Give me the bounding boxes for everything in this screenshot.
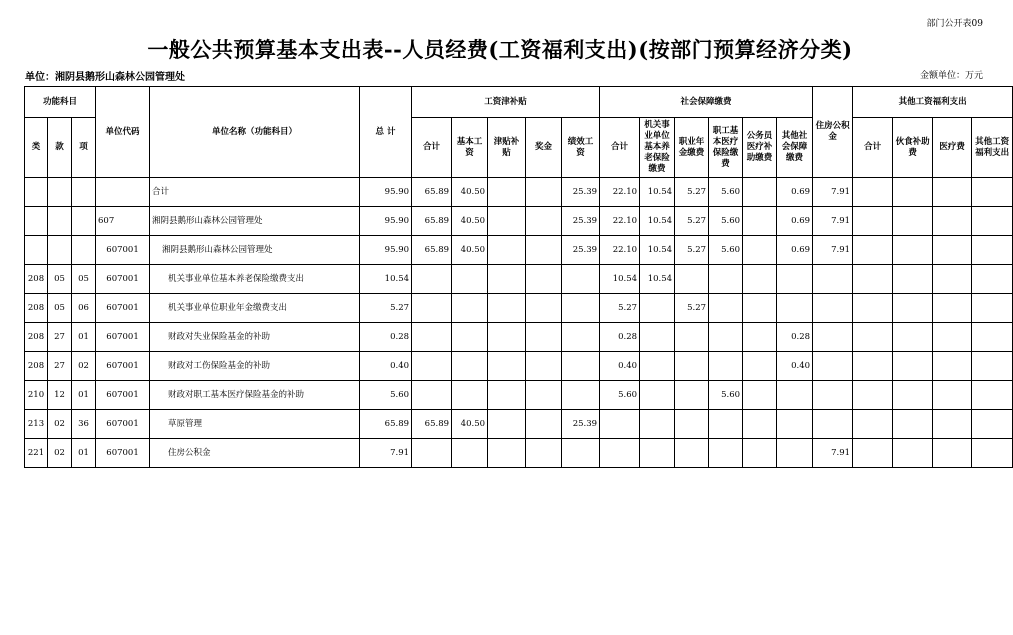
other-welfare-cell bbox=[972, 265, 1013, 294]
amount-unit-label: 金额单位：万元 bbox=[919, 71, 983, 81]
meal-allowance-cell bbox=[893, 410, 933, 439]
table-row bbox=[25, 381, 1013, 410]
kuan-cell: 27 bbox=[48, 352, 72, 381]
wage-sum-cell bbox=[412, 381, 452, 410]
other-sum-cell bbox=[853, 381, 893, 410]
unit-name-cell: 住房公积金 bbox=[150, 439, 360, 468]
civil-medical-cell bbox=[743, 236, 777, 265]
allowance-cell bbox=[488, 410, 526, 439]
meal-allowance-cell bbox=[893, 294, 933, 323]
pension-cell bbox=[640, 323, 675, 352]
total-cell: 0.40 bbox=[360, 352, 412, 381]
lei-cell bbox=[25, 236, 48, 265]
other-social-cell bbox=[777, 294, 813, 323]
total-cell: 95.90 bbox=[360, 236, 412, 265]
other-sum-cell bbox=[853, 352, 893, 381]
medical-insurance-cell bbox=[709, 410, 743, 439]
lei-cell: 208 bbox=[25, 265, 48, 294]
xiang-cell: 01 bbox=[72, 323, 96, 352]
total-cell: 65.89 bbox=[360, 410, 412, 439]
annuity-header: 职业年金缴费 bbox=[675, 118, 709, 178]
table-row bbox=[25, 265, 1013, 294]
table-row bbox=[25, 410, 1013, 439]
wage-sum-cell: 65.89 bbox=[412, 178, 452, 207]
basic-wage-cell bbox=[452, 265, 488, 294]
allowance-cell bbox=[488, 323, 526, 352]
allowance-cell bbox=[488, 265, 526, 294]
bonus-cell bbox=[526, 381, 562, 410]
civil-medical-cell bbox=[743, 381, 777, 410]
func-subject-header: 功能科目 bbox=[25, 87, 96, 118]
basic-wage-cell: 40.50 bbox=[452, 410, 488, 439]
medical-insurance-cell: 5.60 bbox=[709, 178, 743, 207]
unit-code-cell: 607001 bbox=[96, 439, 150, 468]
pension-cell bbox=[640, 439, 675, 468]
wage-group-header: 工资津补贴 bbox=[412, 87, 600, 118]
medical-fee-cell bbox=[933, 381, 972, 410]
pension-cell bbox=[640, 352, 675, 381]
pension-header: 机关事业单位基本养老保险缴费 bbox=[640, 118, 675, 178]
table-row bbox=[25, 352, 1013, 381]
table-row bbox=[25, 439, 1013, 468]
unit-code-header: 单位代码 bbox=[96, 87, 150, 178]
medical-fee-cell bbox=[933, 178, 972, 207]
bonus-cell bbox=[526, 265, 562, 294]
other-social-cell bbox=[777, 265, 813, 294]
annuity-cell bbox=[675, 381, 709, 410]
allowance-header: 津贴补贴 bbox=[488, 118, 526, 178]
pension-cell bbox=[640, 294, 675, 323]
kuan-cell bbox=[48, 178, 72, 207]
unit-name-cell: 湘阴县鹅形山森林公园管理处 bbox=[150, 236, 360, 265]
kuan-cell: 02 bbox=[48, 410, 72, 439]
meal-allowance-cell bbox=[893, 352, 933, 381]
pension-cell bbox=[640, 410, 675, 439]
civil-medical-cell bbox=[743, 410, 777, 439]
basic-wage-cell bbox=[452, 323, 488, 352]
unit-code-cell: 607001 bbox=[96, 323, 150, 352]
medical-fee-header: 医疗费 bbox=[933, 118, 972, 178]
annuity-cell: 5.27 bbox=[675, 207, 709, 236]
annuity-cell: 5.27 bbox=[675, 236, 709, 265]
basic-wage-cell: 40.50 bbox=[452, 178, 488, 207]
social-group-header: 社会保障缴费 bbox=[600, 87, 813, 118]
table-row bbox=[25, 236, 1013, 265]
housing-cell: 7.91 bbox=[813, 236, 853, 265]
kuan-cell: 12 bbox=[48, 381, 72, 410]
other-welfare-cell bbox=[972, 294, 1013, 323]
unit-name-cell: 草原管理 bbox=[150, 410, 360, 439]
kuan-cell: 05 bbox=[48, 294, 72, 323]
kuan-cell bbox=[48, 207, 72, 236]
lei-cell: 210 bbox=[25, 381, 48, 410]
allowance-cell bbox=[488, 294, 526, 323]
unit-code-cell: 607001 bbox=[96, 265, 150, 294]
lei-cell: 208 bbox=[25, 323, 48, 352]
wage-sum-cell: 65.89 bbox=[412, 207, 452, 236]
housing-cell bbox=[813, 294, 853, 323]
xiang-cell: 06 bbox=[72, 294, 96, 323]
pension-cell bbox=[640, 381, 675, 410]
social-sum-cell: 10.54 bbox=[600, 265, 640, 294]
medical-insurance-cell bbox=[709, 265, 743, 294]
unit-code-cell: 607001 bbox=[96, 381, 150, 410]
bonus-cell bbox=[526, 236, 562, 265]
xiang-header: 项 bbox=[72, 118, 96, 178]
performance-wage-cell bbox=[562, 294, 600, 323]
allowance-cell bbox=[488, 207, 526, 236]
unit-code-cell: 607001 bbox=[96, 236, 150, 265]
housing-header: 住房公积金 bbox=[813, 87, 853, 178]
performance-wage-cell bbox=[562, 323, 600, 352]
unit-code-cell bbox=[96, 178, 150, 207]
civil-medical-cell bbox=[743, 323, 777, 352]
xiang-cell: 05 bbox=[72, 265, 96, 294]
bonus-cell bbox=[526, 323, 562, 352]
xiang-cell: 36 bbox=[72, 410, 96, 439]
medical-insurance-cell: 5.60 bbox=[709, 236, 743, 265]
other-sum-header: 合计 bbox=[853, 118, 893, 178]
basic-wage-cell bbox=[452, 439, 488, 468]
total-cell: 5.60 bbox=[360, 381, 412, 410]
medical-fee-cell bbox=[933, 294, 972, 323]
xiang-cell: 02 bbox=[72, 352, 96, 381]
performance-wage-cell bbox=[562, 381, 600, 410]
other-sum-cell bbox=[853, 207, 893, 236]
performance-wage-header: 绩效工资 bbox=[562, 118, 600, 178]
medical-fee-cell bbox=[933, 439, 972, 468]
allowance-cell bbox=[488, 381, 526, 410]
medical-insurance-cell: 5.60 bbox=[709, 381, 743, 410]
basic-wage-cell bbox=[452, 381, 488, 410]
other-welfare-cell bbox=[972, 323, 1013, 352]
other-welfare-cell bbox=[972, 352, 1013, 381]
wage-sum-cell bbox=[412, 352, 452, 381]
performance-wage-cell: 25.39 bbox=[562, 410, 600, 439]
unit-name-cell: 机关事业单位职业年金缴费支出 bbox=[150, 294, 360, 323]
lei-header: 类 bbox=[25, 118, 48, 178]
housing-cell: 7.91 bbox=[813, 439, 853, 468]
housing-cell bbox=[813, 381, 853, 410]
performance-wage-cell bbox=[562, 265, 600, 294]
meal-allowance-cell bbox=[893, 236, 933, 265]
unit-code-cell: 607001 bbox=[96, 352, 150, 381]
civil-medical-cell bbox=[743, 207, 777, 236]
table-row bbox=[25, 207, 1013, 236]
other-sum-cell bbox=[853, 178, 893, 207]
meal-allowance-cell bbox=[893, 207, 933, 236]
wage-sum-cell bbox=[412, 323, 452, 352]
annuity-cell bbox=[675, 410, 709, 439]
table-row bbox=[25, 294, 1013, 323]
xiang-cell bbox=[72, 207, 96, 236]
kuan-cell: 27 bbox=[48, 323, 72, 352]
bonus-cell bbox=[526, 410, 562, 439]
unit-name-cell: 湘阴县鹅形山森林公园管理处 bbox=[150, 207, 360, 236]
unit-name-cell: 财政对失业保险基金的补助 bbox=[150, 323, 360, 352]
other-welfare-cell bbox=[972, 207, 1013, 236]
table-row bbox=[25, 323, 1013, 352]
social-sum-cell: 0.28 bbox=[600, 323, 640, 352]
unit-name-cell: 财政对职工基本医疗保险基金的补助 bbox=[150, 381, 360, 410]
medical-insurance-cell: 5.60 bbox=[709, 207, 743, 236]
social-sum-cell bbox=[600, 410, 640, 439]
civil-medical-cell bbox=[743, 265, 777, 294]
meal-allowance-cell bbox=[893, 381, 933, 410]
unit-code-cell: 607001 bbox=[96, 410, 150, 439]
housing-cell bbox=[813, 265, 853, 294]
lei-cell: 213 bbox=[25, 410, 48, 439]
wage-sum-cell: 65.89 bbox=[412, 236, 452, 265]
budget-table bbox=[24, 86, 1013, 468]
other-social-header: 其他社会保障缴费 bbox=[777, 118, 813, 178]
housing-cell bbox=[813, 323, 853, 352]
xiang-cell bbox=[72, 236, 96, 265]
medical-insurance-header: 职工基本医疗保险缴费 bbox=[709, 118, 743, 178]
kuan-cell: 02 bbox=[48, 439, 72, 468]
housing-cell: 7.91 bbox=[813, 207, 853, 236]
basic-wage-cell bbox=[452, 294, 488, 323]
basic-wage-cell: 40.50 bbox=[452, 207, 488, 236]
unit-code-cell: 607 bbox=[96, 207, 150, 236]
medical-fee-cell bbox=[933, 410, 972, 439]
other-social-cell bbox=[777, 410, 813, 439]
housing-cell bbox=[813, 352, 853, 381]
meal-allowance-cell bbox=[893, 178, 933, 207]
other-social-cell: 0.40 bbox=[777, 352, 813, 381]
medical-insurance-cell bbox=[709, 323, 743, 352]
meal-allowance-header: 伙食补助费 bbox=[893, 118, 933, 178]
pension-cell: 10.54 bbox=[640, 178, 675, 207]
medical-insurance-cell bbox=[709, 439, 743, 468]
other-sum-cell bbox=[853, 294, 893, 323]
other-social-cell: 0.28 bbox=[777, 323, 813, 352]
social-sum-cell: 0.40 bbox=[600, 352, 640, 381]
basic-wage-header: 基本工资 bbox=[452, 118, 488, 178]
other-sum-cell bbox=[853, 439, 893, 468]
basic-wage-cell: 40.50 bbox=[452, 236, 488, 265]
total-cell: 95.90 bbox=[360, 207, 412, 236]
table-row bbox=[25, 178, 1013, 207]
bonus-header: 奖金 bbox=[526, 118, 562, 178]
other-sum-cell bbox=[853, 323, 893, 352]
performance-wage-cell bbox=[562, 439, 600, 468]
pension-cell: 10.54 bbox=[640, 236, 675, 265]
medical-fee-cell bbox=[933, 207, 972, 236]
annuity-cell: 5.27 bbox=[675, 178, 709, 207]
unit-name-header: 单位名称（功能科目） bbox=[150, 87, 360, 178]
performance-wage-cell: 25.39 bbox=[562, 178, 600, 207]
wage-sum-cell bbox=[412, 265, 452, 294]
unit-name-cell: 合计 bbox=[150, 178, 360, 207]
bonus-cell bbox=[526, 352, 562, 381]
total-cell: 95.90 bbox=[360, 178, 412, 207]
kuan-cell bbox=[48, 236, 72, 265]
other-welfare-cell bbox=[972, 236, 1013, 265]
annuity-cell bbox=[675, 352, 709, 381]
other-welfare-cell bbox=[972, 439, 1013, 468]
other-welfare-cell bbox=[972, 381, 1013, 410]
other-welfare-header: 其他工资福利支出 bbox=[972, 118, 1013, 178]
medical-fee-cell bbox=[933, 323, 972, 352]
total-cell: 0.28 bbox=[360, 323, 412, 352]
performance-wage-cell bbox=[562, 352, 600, 381]
civil-medical-cell bbox=[743, 352, 777, 381]
performance-wage-cell: 25.39 bbox=[562, 207, 600, 236]
total-cell: 7.91 bbox=[360, 439, 412, 468]
social-sum-cell: 5.60 bbox=[600, 381, 640, 410]
unit-name-cell: 机关事业单位基本养老保险缴费支出 bbox=[150, 265, 360, 294]
wage-sum-cell: 65.89 bbox=[412, 410, 452, 439]
other-social-cell: 0.69 bbox=[777, 236, 813, 265]
performance-wage-cell: 25.39 bbox=[562, 236, 600, 265]
allowance-cell bbox=[488, 236, 526, 265]
lei-cell bbox=[25, 178, 48, 207]
other-group-header: 其他工资福利支出 bbox=[853, 87, 1013, 118]
other-welfare-cell bbox=[972, 410, 1013, 439]
civil-medical-cell bbox=[743, 178, 777, 207]
unit-label: 单位：湘阴县鹅形山森林公园管理处 bbox=[25, 72, 185, 83]
pension-cell: 10.54 bbox=[640, 207, 675, 236]
social-sum-cell: 22.10 bbox=[600, 178, 640, 207]
medical-insurance-cell bbox=[709, 294, 743, 323]
wage-sum-header: 合计 bbox=[412, 118, 452, 178]
other-sum-cell bbox=[853, 265, 893, 294]
medical-fee-cell bbox=[933, 352, 972, 381]
allowance-cell bbox=[488, 352, 526, 381]
table-number-label: 部门公开表09 bbox=[926, 19, 983, 29]
total-header: 总 计 bbox=[360, 87, 412, 178]
basic-wage-cell bbox=[452, 352, 488, 381]
lei-cell: 208 bbox=[25, 352, 48, 381]
social-sum-cell: 5.27 bbox=[600, 294, 640, 323]
pension-cell: 10.54 bbox=[640, 265, 675, 294]
civil-medical-cell bbox=[743, 294, 777, 323]
bonus-cell bbox=[526, 207, 562, 236]
meal-allowance-cell bbox=[893, 323, 933, 352]
annuity-cell bbox=[675, 439, 709, 468]
other-welfare-cell bbox=[972, 178, 1013, 207]
meal-allowance-cell bbox=[893, 439, 933, 468]
allowance-cell bbox=[488, 178, 526, 207]
other-social-cell bbox=[777, 381, 813, 410]
wage-sum-cell bbox=[412, 294, 452, 323]
medical-fee-cell bbox=[933, 265, 972, 294]
total-cell: 10.54 bbox=[360, 265, 412, 294]
other-sum-cell bbox=[853, 236, 893, 265]
wage-sum-cell bbox=[412, 439, 452, 468]
lei-cell: 221 bbox=[25, 439, 48, 468]
page-title: 一般公共预算基本支出表--人员经费(工资福利支出)(按部门预算经济分类) bbox=[147, 37, 853, 62]
social-sum-cell: 22.10 bbox=[600, 236, 640, 265]
annuity-cell: 5.27 bbox=[675, 294, 709, 323]
social-sum-header: 合计 bbox=[600, 118, 640, 178]
xiang-cell: 01 bbox=[72, 381, 96, 410]
bonus-cell bbox=[526, 294, 562, 323]
kuan-cell: 05 bbox=[48, 265, 72, 294]
annuity-cell bbox=[675, 323, 709, 352]
social-sum-cell: 22.10 bbox=[600, 207, 640, 236]
medical-insurance-cell bbox=[709, 352, 743, 381]
total-cell: 5.27 bbox=[360, 294, 412, 323]
unit-code-cell: 607001 bbox=[96, 294, 150, 323]
bonus-cell bbox=[526, 178, 562, 207]
annuity-cell bbox=[675, 265, 709, 294]
xiang-cell: 01 bbox=[72, 439, 96, 468]
medical-fee-cell bbox=[933, 236, 972, 265]
xiang-cell bbox=[72, 178, 96, 207]
other-social-cell bbox=[777, 439, 813, 468]
allowance-cell bbox=[488, 439, 526, 468]
meal-allowance-cell bbox=[893, 265, 933, 294]
kuan-header: 款 bbox=[48, 118, 72, 178]
social-sum-cell bbox=[600, 439, 640, 468]
other-social-cell: 0.69 bbox=[777, 178, 813, 207]
housing-cell bbox=[813, 410, 853, 439]
header-row-1 bbox=[25, 87, 1013, 118]
other-sum-cell bbox=[853, 410, 893, 439]
lei-cell bbox=[25, 207, 48, 236]
other-social-cell: 0.69 bbox=[777, 207, 813, 236]
unit-name-cell: 财政对工伤保险基金的补助 bbox=[150, 352, 360, 381]
civil-medical-header: 公务员医疗补助缴费 bbox=[743, 118, 777, 178]
lei-cell: 208 bbox=[25, 294, 48, 323]
housing-cell: 7.91 bbox=[813, 178, 853, 207]
civil-medical-cell bbox=[743, 439, 777, 468]
bonus-cell bbox=[526, 439, 562, 468]
